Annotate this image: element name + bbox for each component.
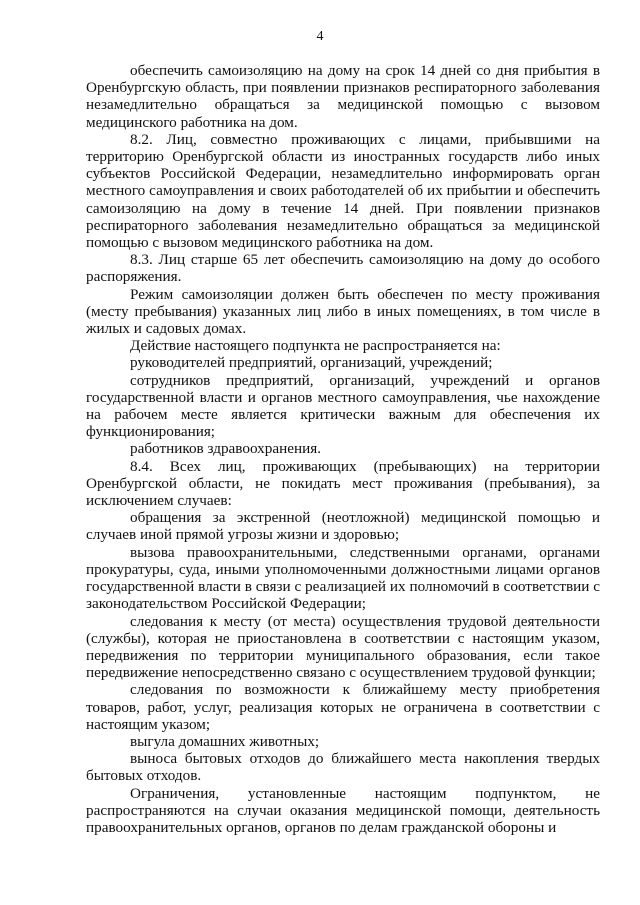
paragraph-isolation-regime: Режим самоизоляции должен быть обеспечен по месту проживания (месту пребывания) указанных лиц либо в иных помещениях, в том числе в жилых и садовых домах.: [86, 285, 600, 338]
paragraph-exception-heads: руководителей предприятий, организаций, учреждений;: [130, 354, 493, 372]
paragraph-restrictions-scope: Ограничения, установленные настоящим подпунктом, не распространяются на случаи оказания медицинской помощи, деятельность правоохранительных органов, органов по делам гражданской обороны и: [86, 784, 600, 836]
paragraph-exception-employees: сотрудников предприятий, организаций, учреждений и органов государственной власти и органов местного самоуправления, чье нахождение на рабочем месте является критически важным для обеспечения их функционирования;: [86, 371, 600, 441]
paragraph-exception-health-workers: работников здравоохранения.: [130, 440, 322, 458]
paragraph-case-work-travel: следования к месту (от места) осуществления трудовой деятельности (службы), которая не приостановлена в соответствии с настоящим указом, передвижения по территории муниципального образования, если такое передвижение непосредственно связано с осуществлением трудовой функции;: [86, 612, 600, 682]
paragraph-case-medical-help: обращения за экстренной (неотложной) медицинской помощью и случаев иной прямой угрозы жизни и здоровью;: [86, 509, 600, 544]
paragraph-case-shopping: следования по возможности к ближайшему месту приобретения товаров, работ, услуг, реализация которых не ограничена в соответствии с настоящим указом;: [86, 681, 600, 733]
paragraph-8-4: 8.4. Всех лиц, проживающих (пребывающих) на территории Оренбургской области, не покидать мест проживания (пребывания), за исключением случаев:: [86, 457, 600, 510]
paragraph-exceptions-intro: Действие настоящего подпункта не распространяется на:: [130, 337, 501, 355]
paragraph-case-pet-walking: выгула домашних животных;: [130, 732, 320, 750]
page-number: 4: [316, 29, 324, 44]
paragraph-8-2: 8.2. Лиц, совместно проживающих с лицами, прибывшими на территорию Оренбургской области из иностранных государств либо иных субъектов Российской Федерации, незамедлительно информировать орган местного самоуправления и своих работодателей об их прибытии и обеспечить самоизоляцию на дому в течение 14 дней. При появлении признаков респираторного заболевания незамедлительно обращаться за медицинской помощью с вызовом медицинского работника на дом.: [86, 130, 600, 252]
paragraph-case-waste: выноса бытовых отходов до ближайшего места накопления твердых бытовых отходов.: [86, 750, 600, 785]
document-body: [86, 62, 600, 836]
paragraph-self-isolation-arrivals: обеспечить самоизоляцию на дому на срок 14 дней со дня прибытия в Оренбургскую область, при появлении признаков респираторного заболевания незамедлительно обращаться за медицинской помощью с вызовом медицинского работника на дом.: [86, 62, 600, 131]
paragraph-case-summons: вызова правоохранительными, следственными органами, органами прокуратуры, суда, иными уполномоченными должностными лицами органов государственной власти в связи с реализацией их полномочий в соответствии с законодательством Российской Федерации;: [86, 543, 600, 613]
paragraph-8-3: 8.3. Лиц старше 65 лет обеспечить самоизоляцию на дому до особого распоряжения.: [86, 251, 600, 286]
